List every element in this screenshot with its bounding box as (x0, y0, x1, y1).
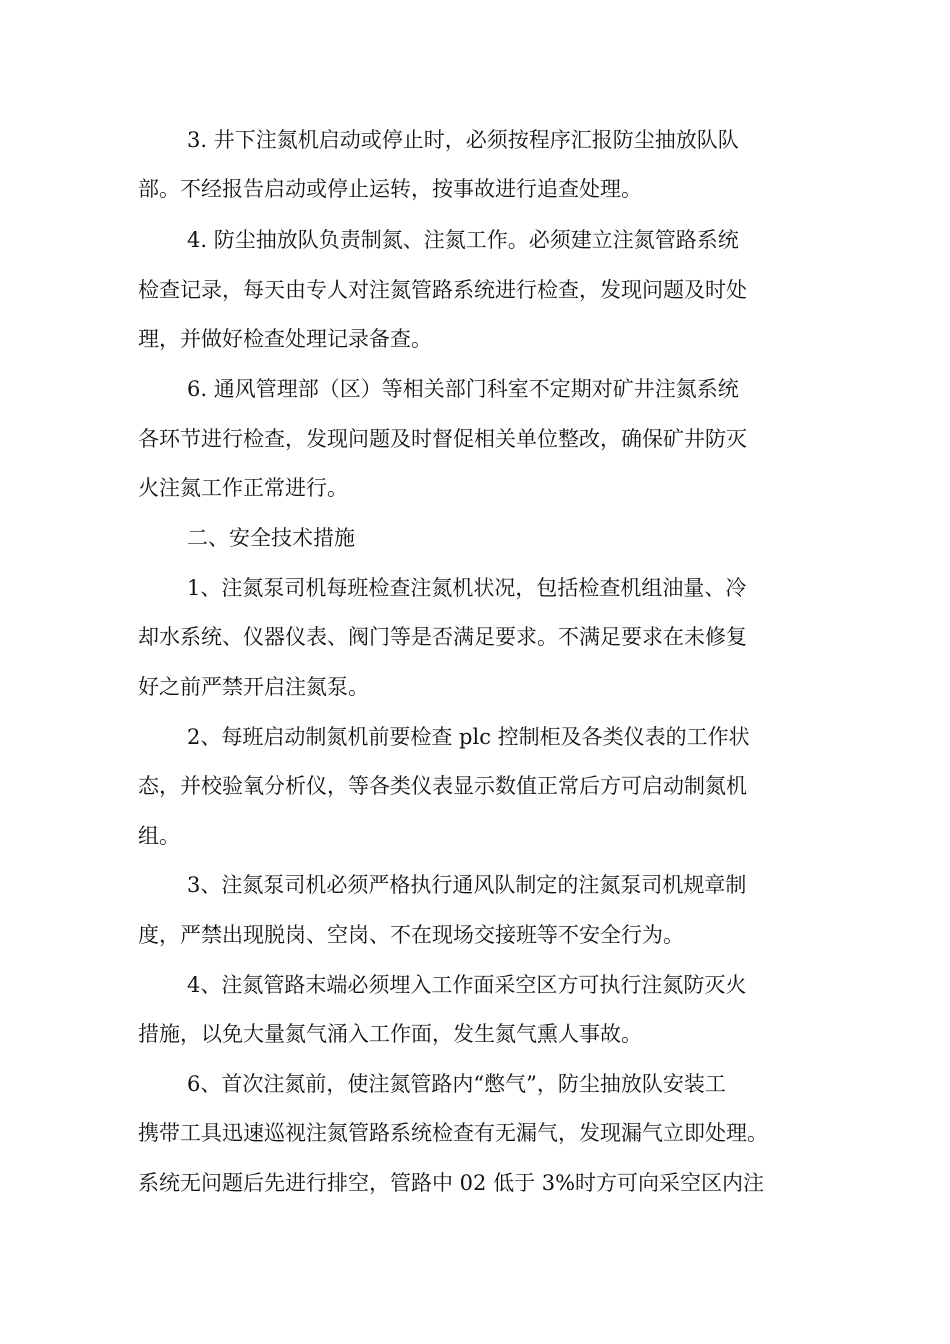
paragraph-line: 度，严禁出现脱岗、空岗、不在现场交接班等不安全行为。 (138, 923, 684, 947)
paragraph-line: 组。 (138, 824, 180, 848)
paragraph-line: 措施，以免大量氮气涌入工作面，发生氮气熏人事故。 (138, 1022, 642, 1046)
paragraph-line: 4. 防尘抽放队负责制氮、注氮工作。必须建立注氮管路系统 (187, 228, 739, 252)
paragraph-line: 3. 井下注氮机启动或停止时，必须按程序汇报防尘抽放队队 (187, 128, 739, 152)
paragraph-line: 火注氮工作正常进行。 (138, 476, 348, 500)
paragraph-line: 检查记录，每天由专人对注氮管路系统进行检查，发现问题及时处 (138, 278, 747, 302)
paragraph-line: 6. 通风管理部（区）等相关部门科室不定期对矿井注氮系统 (187, 377, 739, 401)
paragraph-line: 理，并做好检查处理记录备查。 (138, 327, 432, 351)
paragraph-line: 6、首次注氮前，使注氮管路内“憋气”，防尘抽放队安装工 (187, 1072, 726, 1096)
paragraph-line: 部。不经报告启动或停止运转，按事故进行追查处理。 (138, 177, 642, 201)
paragraph-line: 3、注氮泵司机必须严格执行通风队制定的注氮泵司机规章制 (187, 873, 747, 897)
paragraph-line: 系统无问题后先进行排空，管路中 02 低于 3%时方可向采空区内注 (138, 1171, 765, 1195)
paragraph-line: 态，并校验氧分析仪，等各类仪表显示数值正常后方可启动制氮机 (138, 774, 747, 798)
paragraph-line: 4、注氮管路末端必须埋入工作面采空区方可执行注氮防灭火 (187, 973, 747, 997)
paragraph-line: 携带工具迅速巡视注氮管路系统检查有无漏气，发现漏气立即处理。 (138, 1121, 768, 1145)
section-heading: 二、安全技术措施 (187, 526, 355, 550)
paragraph-line: 各环节进行检查，发现问题及时督促相关单位整改，确保矿井防灭 (138, 427, 747, 451)
paragraph-line: 1、注氮泵司机每班检查注氮机状况，包括检查机组油量、冷 (187, 576, 747, 600)
paragraph-line: 2、每班启动制氮机前要检查 plc 控制柜及各类仪表的工作状 (187, 725, 750, 749)
paragraph-line: 好之前严禁开启注氮泵。 (138, 675, 369, 699)
paragraph-line: 却水系统、仪器仪表、阀门等是否满足要求。不满足要求在未修复 (138, 625, 747, 649)
